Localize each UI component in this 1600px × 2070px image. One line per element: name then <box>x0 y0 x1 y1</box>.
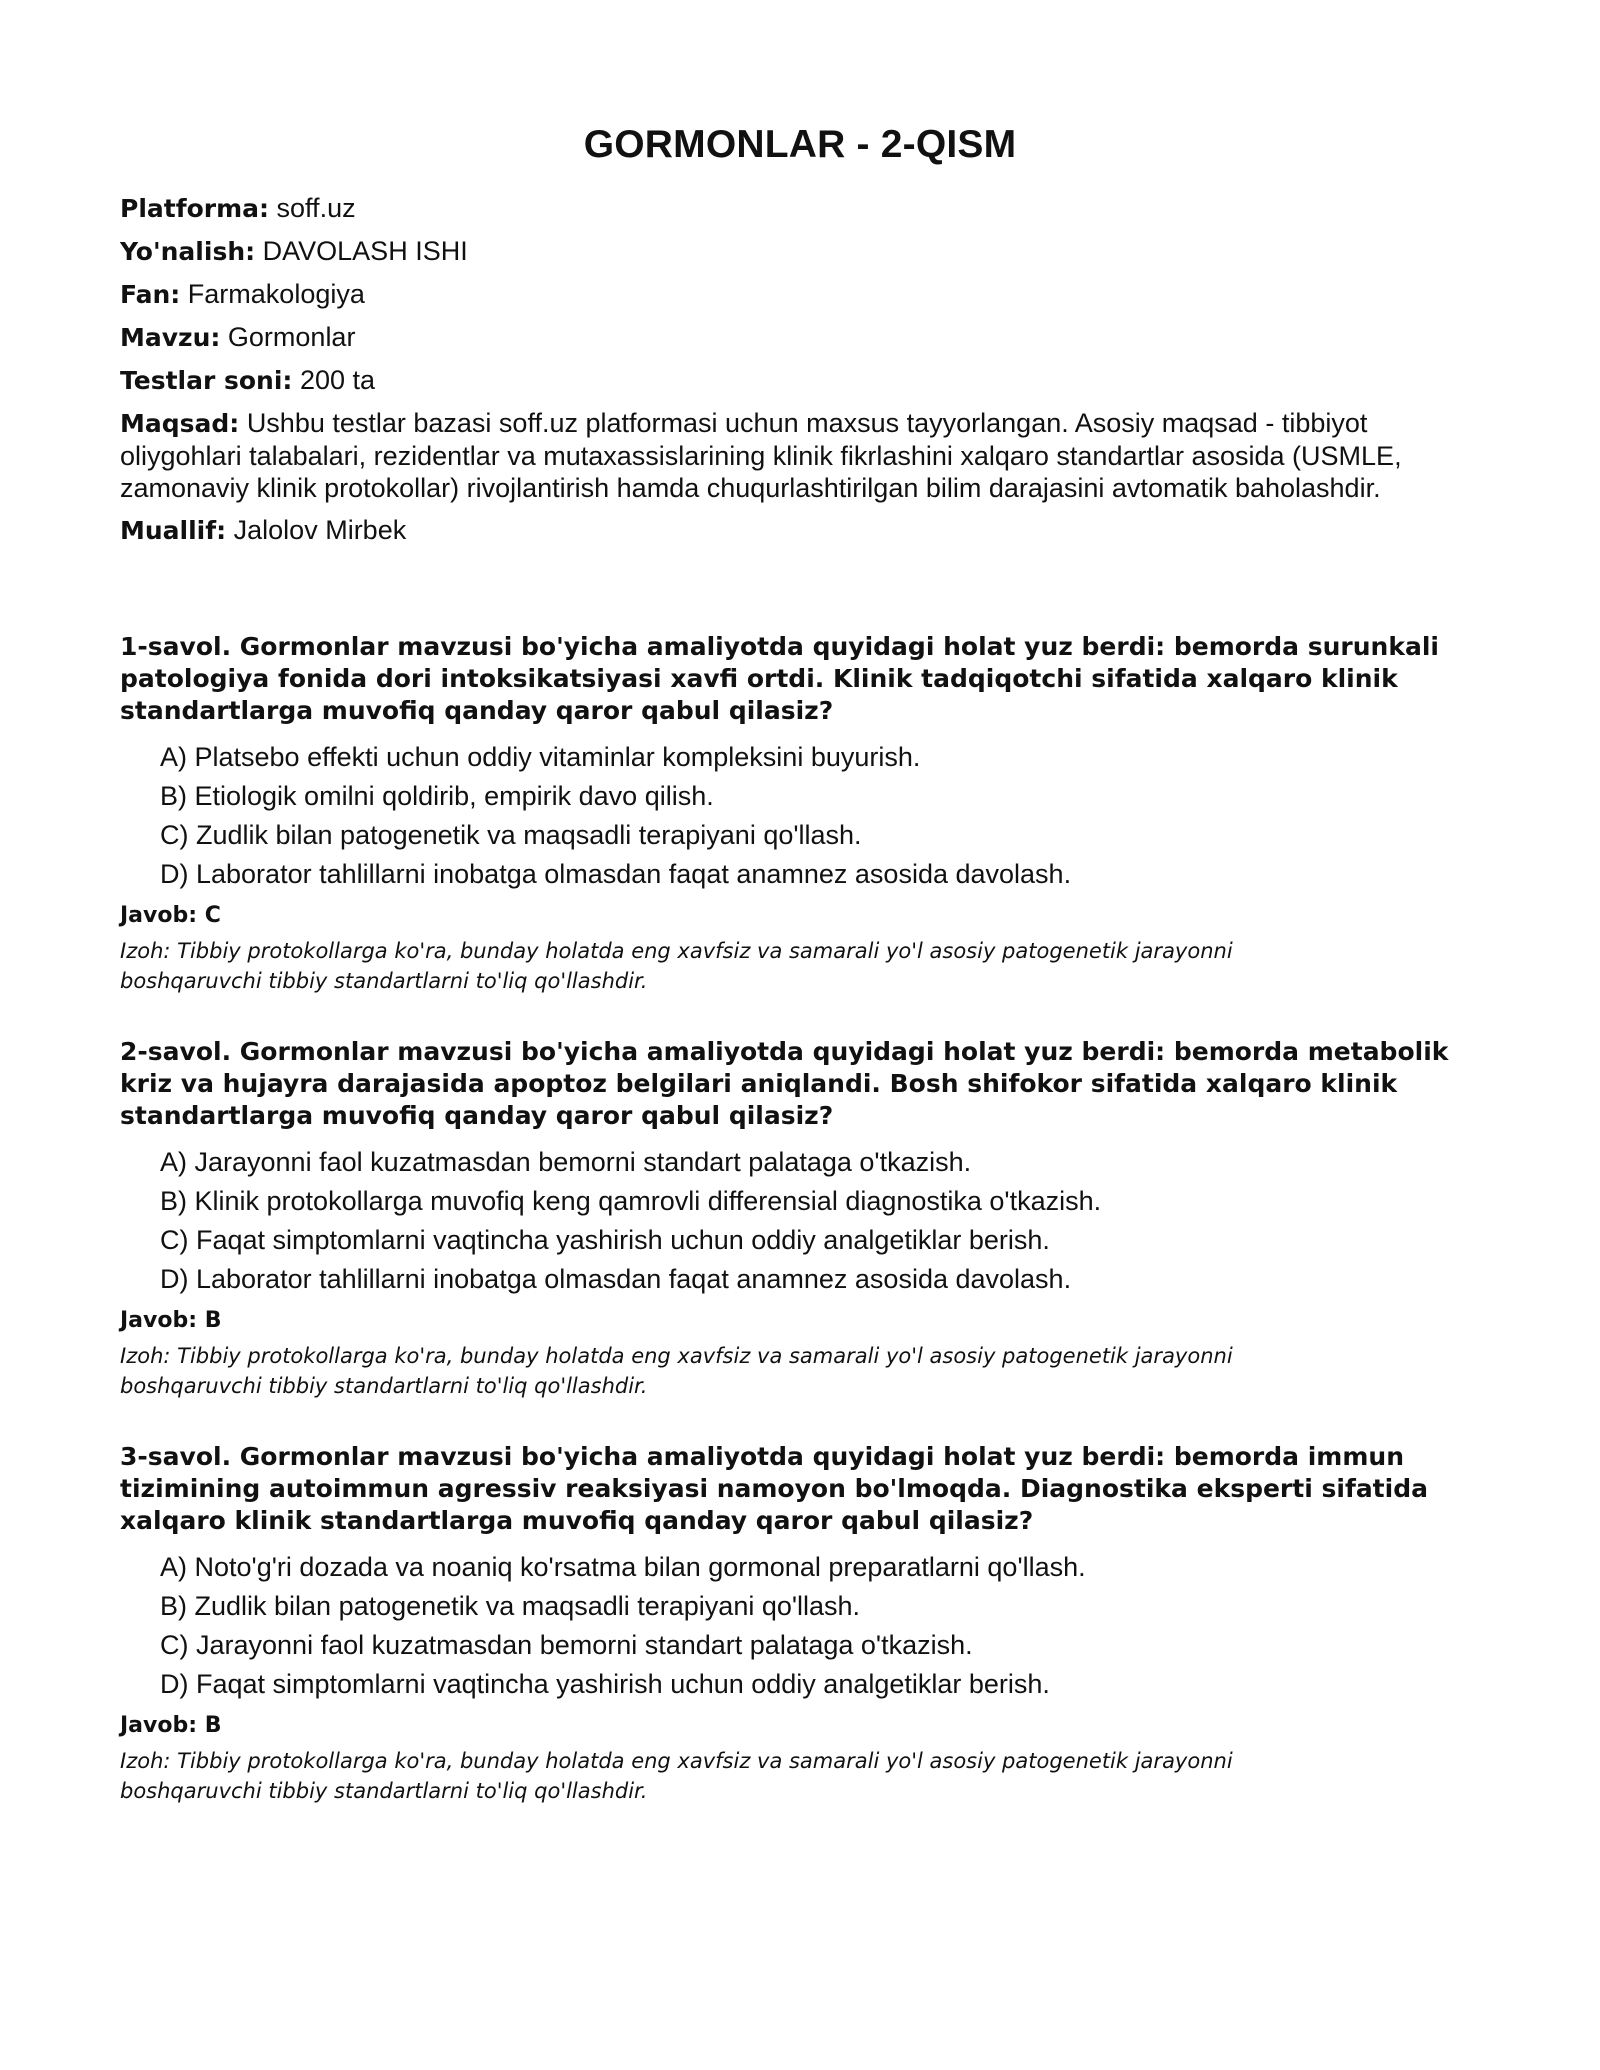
option-b: B) Etiologik omilni qoldirib, empirik davo qilish. <box>160 781 714 811</box>
meta-subject-value: Farmakologiya <box>187 279 365 309</box>
correct-answer: Javob: B <box>120 1713 222 1738</box>
meta-goal-value: Ushbu testlar bazasi soff.uz platformasi uchun maxsus tayyorlangan. Asosiy maqsad - tibbiyot oliygohlari talabalari, rezidentlar va mutaxassislarining klinik fikrlashini xalqaro standartlar asosida (USMLE, zamonaviy klinik protokollar) rivojlantirish hamda chuqurlashtirilgan bilim darajasini avtomatik baholashdir. <box>120 408 1402 503</box>
document-meta <box>120 192 1480 547</box>
option-d: D) Laborator tahlillarni inobatga olmasdan faqat anamnez asosida davolash. <box>160 1264 1072 1294</box>
meta-direction-value: DAVOLASH ISHI <box>262 236 468 266</box>
meta-topic-label: Mavzu: <box>120 323 221 352</box>
meta-author-label: Muallif: <box>120 516 227 545</box>
question-text: 3-savol. Gormonlar mavzusi bo'yicha amaliyotda quyidagi holat yuz berdi: bemorda immun tizimining autoimmun agressiv reaksiyasi namoyon bo'lmoqda. Diagnostika eksperti sifatida xalqaro klinik standartlarga muvofiq qanday qaror qabul qilasiz? <box>120 1442 1428 1535</box>
meta-goal <box>120 407 1480 504</box>
questions-list <box>120 631 1480 1806</box>
meta-author-value: Jalolov Mirbek <box>233 515 407 545</box>
meta-platform <box>120 192 1480 225</box>
meta-topic <box>120 321 1480 354</box>
question-2 <box>120 1036 1480 1401</box>
meta-tests-value: 200 ta <box>299 365 376 395</box>
answer-options <box>120 741 1480 890</box>
answer-explanation: Izoh: Tibbiy protokollarga ko'ra, bunday holatda eng xavfsiz va samarali yo'l asosiy patogenetik jarayonni boshqaruvchi tibbiy standartlarni to'liq qo'llashdir. <box>120 1344 1233 1398</box>
question-text: 1-savol. Gormonlar mavzusi bo'yicha amaliyotda quyidagi holat yuz berdi: bemorda surunkali patologiya fonida dori intoksikatsiyasi xavfi ortdi. Klinik tadqiqotchi sifatida xalqaro klinik standartlarga muvofiq qanday qaror qabul qilasiz? <box>120 632 1439 725</box>
question-text: 2-savol. Gormonlar mavzusi bo'yicha amaliyotda quyidagi holat yuz berdi: bemorda metabolik kriz va hujayra darajasida apoptoz belgilari aniqlandi. Bosh shifokor sifatida xalqaro klinik standartlarga muvofiq qanday qaror qabul qilasiz? <box>120 1037 1449 1130</box>
document-title: GORMONLAR - 2-QISM <box>583 123 1017 166</box>
meta-tests-label: Testlar soni: <box>120 366 293 395</box>
option-a: A) Noto'g'ri dozada va noaniq ko'rsatma bilan gormonal preparatlarni qo'llash. <box>160 1552 1086 1582</box>
correct-answer: Javob: B <box>120 1308 222 1333</box>
correct-answer: Javob: C <box>120 903 221 928</box>
question-1 <box>120 631 1480 996</box>
option-d: D) Laborator tahlillarni inobatga olmasdan faqat anamnez asosida davolash. <box>160 859 1072 889</box>
option-c: C) Jarayonni faol kuzatmasdan bemorni standart palataga o'tkazish. <box>160 1630 973 1660</box>
meta-direction <box>120 235 1480 268</box>
meta-direction-label: Yo'nalish: <box>120 237 256 266</box>
option-c: C) Faqat simptomlarni vaqtincha yashirish uchun oddiy analgetiklar berish. <box>160 1225 1050 1255</box>
answer-explanation: Izoh: Tibbiy protokollarga ko'ra, bunday holatda eng xavfsiz va samarali yo'l asosiy patogenetik jarayonni boshqaruvchi tibbiy standartlarni to'liq qo'llashdir. <box>120 1749 1233 1803</box>
meta-platform-label: Platforma: <box>120 194 270 223</box>
meta-goal-label: Maqsad: <box>120 409 240 438</box>
meta-topic-value: Gormonlar <box>227 322 356 352</box>
meta-subject-label: Fan: <box>120 280 181 309</box>
meta-author <box>120 514 1480 547</box>
meta-platform-value: soff.uz <box>276 193 356 223</box>
option-a: A) Platsebo effekti uchun oddiy vitaminlar kompleksini buyurish. <box>160 742 921 772</box>
answer-options <box>120 1551 1480 1700</box>
meta-tests-count <box>120 364 1480 397</box>
question-3 <box>120 1441 1480 1806</box>
option-b: B) Klinik protokollarga muvofiq keng qamrovli differensial diagnostika o'tkazish. <box>160 1186 1102 1216</box>
option-c: C) Zudlik bilan patogenetik va maqsadli terapiyani qo'llash. <box>160 820 862 850</box>
option-a: A) Jarayonni faol kuzatmasdan bemorni standart palataga o'tkazish. <box>160 1147 972 1177</box>
answer-options <box>120 1146 1480 1295</box>
option-b: B) Zudlik bilan patogenetik va maqsadli terapiyani qo'llash. <box>160 1591 861 1621</box>
answer-explanation: Izoh: Tibbiy protokollarga ko'ra, bunday holatda eng xavfsiz va samarali yo'l asosiy patogenetik jarayonni boshqaruvchi tibbiy standartlarni to'liq qo'llashdir. <box>120 939 1233 993</box>
option-d: D) Faqat simptomlarni vaqtincha yashirish uchun oddiy analgetiklar berish. <box>160 1669 1050 1699</box>
meta-subject <box>120 278 1480 311</box>
